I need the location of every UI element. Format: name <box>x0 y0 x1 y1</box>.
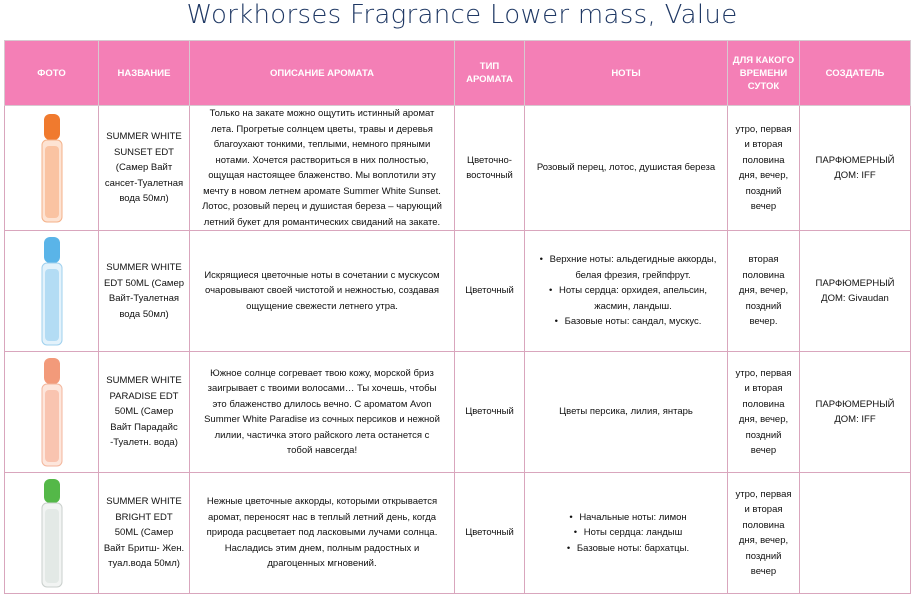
table-row <box>5 352 911 473</box>
creator: ПАРФЮМЕРНЫЙ ДОМ: IFF <box>800 106 911 231</box>
time-of-day: вторая половина дня, вечер, поздний вечер. <box>728 231 800 352</box>
list-item: • Ноты сердца: ландыш <box>543 525 723 541</box>
product-name: SUMMER WHITE SUNSET EDT (Самер Вайт сансет-Туалетная вода 50мл) <box>99 106 190 231</box>
header-type: ТИП АРОМАТА <box>455 41 525 106</box>
product-name: SUMMER WHITE PARADISE EDT 50ML (Самер Вайт Парадайс -Туалетн. вода) <box>99 352 190 473</box>
product-name: SUMMER WHITE EDT 50ML (Самер Вайт-Туалетная вода 50мл) <box>99 231 190 352</box>
header-time: ДЛЯ КАКОГО ВРЕМЕНИ СУТОК <box>728 41 800 106</box>
time-of-day: утро, первая и вторая половина дня, вечер, поздний вечер <box>728 106 800 231</box>
list-item: • Базовые ноты: бархатцы. <box>543 541 723 557</box>
creator: ПАРФЮМЕРНЫЙ ДОМ: Givaudan <box>800 231 911 352</box>
time-of-day: утро, первая и вторая половина дня, вечер, поздний вечер <box>728 473 800 594</box>
perfume-bottle-orange-image <box>37 112 67 224</box>
product-description: Нежные цветочные аккорды, которыми открывается аромат, переносят нас в теплый летний день, когда природа расцветает под ласковыми лучами солнца. Насладись этим днем, полным радостных и драгоценных мгновений. <box>190 473 455 594</box>
notes-list <box>529 510 723 557</box>
fragrance-notes: Цветы персика, лилия, янтарь <box>525 352 728 473</box>
list-item: • Базовые ноты: сандал, мускус. <box>543 314 723 330</box>
header-creator: СОЗДАТЕЛЬ <box>800 41 911 106</box>
perfume-bottle-peach-image <box>37 356 67 468</box>
notes-list <box>529 252 723 330</box>
product-description: Искрящиеся цветочные ноты в сочетании с мускусом очаровывают своей чистотой и нежностью, создавая ощущение свежести летнего утра. <box>190 231 455 352</box>
table-header-row <box>5 41 911 106</box>
time-of-day: утро, первая и вторая половина дня, вечер, поздний вечер <box>728 352 800 473</box>
table-row <box>5 231 911 352</box>
fragrance-type: Цветочный <box>455 231 525 352</box>
product-description: Только на закате можно ощутить истинный аромат лета. Прогретые солнцем цветы, травы и деревья благоухают тонкими, теплыми, немного пряными нотами. Хочется раствориться в них полностью, ощущая настоящее блаженство. Мы воплотили эту мечту в новом летнем аромате Summer White Sunset. Лотос, розовый перец и душистая береза – чарующий летний букет для романтических свиданий на закате. <box>190 106 455 231</box>
table-row <box>5 106 911 231</box>
list-item: • Начальные ноты: лимон <box>543 510 723 526</box>
fragrance-notes <box>525 473 728 594</box>
list-item: • Верхние ноты: альдегидные аккорды, белая фрезия, грейпфрут. <box>543 252 723 283</box>
fragrance-notes <box>525 231 728 352</box>
fragrance-type: Цветочно-восточный <box>455 106 525 231</box>
photo-cell <box>5 231 99 352</box>
photo-cell <box>5 473 99 594</box>
header-description: ОПИСАНИЕ АРОМАТА <box>190 41 455 106</box>
photo-cell <box>5 106 99 231</box>
header-name: НАЗВАНИЕ <box>99 41 190 106</box>
table-row <box>5 473 911 594</box>
page-title: Workhorses Fragrance Lower mass, Value <box>186 0 738 30</box>
creator <box>800 473 911 594</box>
fragrance-table <box>4 40 911 594</box>
list-item: • Ноты сердца: орхидея, апельсин, жасмин, ландыш. <box>543 283 723 314</box>
product-description: Южное солнце согревает твою кожу, морской бриз заигрывает с твоими волосами… Ты хочешь, чтобы это блаженство длилось вечно. С ароматом Avon Summer White Paradise из сочных персиков и нежной лилии, частичка этого райского лета останется с тобой навсегда! <box>190 352 455 473</box>
photo-cell <box>5 352 99 473</box>
perfume-bottle-blue-image <box>37 235 67 347</box>
fragrance-notes: Розовый перец, лотос, душистая береза <box>525 106 728 231</box>
header-photo: ФОТО <box>5 41 99 106</box>
fragrance-type: Цветочный <box>455 352 525 473</box>
perfume-bottle-green-image <box>37 477 67 589</box>
header-notes: НОТЫ <box>525 41 728 106</box>
fragrance-type: Цветочный <box>455 473 525 594</box>
creator: ПАРФЮМЕРНЫЙ ДОМ: IFF <box>800 352 911 473</box>
product-name: SUMMER WHITE BRIGHT EDT 50ML (Самер Вайт Бритш- Жен. туал.вода 50мл) <box>99 473 190 594</box>
